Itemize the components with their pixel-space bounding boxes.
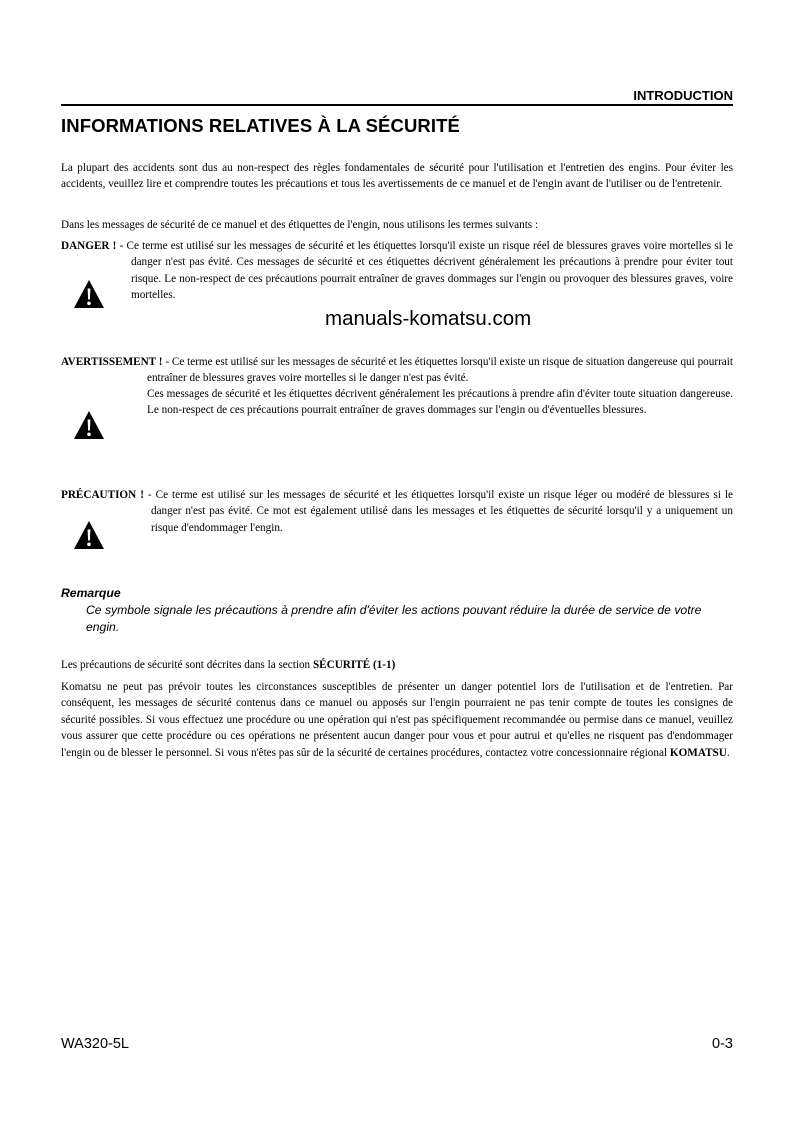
avertissement-paragraph (61, 354, 733, 387)
danger-warning-icon (72, 277, 106, 311)
safety-section-ref: SÉCURITÉ (1-1) (312, 659, 396, 671)
avertissement-term: AVERTISSEMENT ! (61, 356, 163, 368)
header-rule (61, 104, 733, 106)
terms-intro: Dans les messages de sécurité de ce manuel et des étiquettes de l'engin, nous utilisons les termes suivants : (61, 219, 539, 231)
precaution-term: PRÉCAUTION ! (61, 489, 144, 501)
intro-paragraph: La plupart des accidents sont dus au non-respect des règles fondamentales de sécurité pour l'utilisation et l'entretien des engins. Pour éviter les accidents, veuillez lire et comprendre toutes les précautions et tous les avertissements de ce manuel et de l'engin avant de l'utiliser ou de l'entretenir. (61, 162, 733, 191)
watermark: manuals-komatsu.com (325, 307, 532, 330)
section-label: INTRODUCTION (633, 88, 733, 103)
footer-model: WA320-5L (61, 1036, 129, 1052)
komatsu-text: Komatsu ne peut pas prévoir toutes les circonstances susceptibles de présenter un danger potentiel lors de l'utilisation et de l'entretien. Par conséquent, les messages de sécurité contenus dans ce manuel ou apposés sur l'engin pourraient ne pas tenir compte de toutes les consignes de sécurité possibles. Si vous effectuez une procédure ou une opération qui n'est pas spécifiquement recommandée ou permise dans ce manuel, veuillez vous assurer que cette procédure ou ces opérations ne présentent aucun danger pour vous et pour autrui et qu'elles ne risquent pas d'endommager l'engin ou de blesser le personnel. Si vous n'êtes pas sûr de la sécurité de certaines procédures, contactez votre concessionnaire régional (61, 681, 733, 759)
section-reference-text: Les précautions de sécurité sont décrites dans la section (61, 659, 313, 671)
note-text: Ce symbole signale les précautions à prendre afin d'éviter les actions pouvant réduire la durée de service de votre engin. (86, 603, 702, 634)
precaution-text: - Ce terme est utilisé sur les messages de sécurité et les étiquettes lorsqu'il existe un risque léger ou modéré de blessures si le danger n'est pas évité. Ce mot est également utilisé dans les messages et les étiquettes de sécurité lorsqu'il y a uniquement un risque d'endommager l'engin. (143, 489, 733, 534)
page-number: 0-3 (712, 1036, 733, 1052)
section-reference (61, 657, 733, 673)
danger-term: DANGER ! (61, 240, 117, 252)
danger-paragraph (61, 238, 733, 304)
komatsu-end: . (726, 746, 730, 759)
page-title: INFORMATIONS RELATIVES À LA SÉCURITÉ (61, 115, 460, 136)
precaution-paragraph (61, 487, 733, 536)
avertissement-text: - Ce terme est utilisé sur les messages de sécurité et les étiquettes lorsqu'il existe un risque de situation dangereuse qui pourrait entraîner de blessures graves voire mortelles si le danger n'est pas évité. (147, 356, 733, 385)
danger-text: - Ce terme est utilisé sur les messages de sécurité et les étiquettes lorsqu'il existe un risque réel de blessures graves voire mortelles si le danger n'est pas évité. Ces messages de sécurité et ces étiquettes décrivent généralement les précautions à prendre pour éviter tout risque. Le non-respect de ces précautions pourrait entraîner de graves dommages sur l'engin ou provoquer des blessures graves, voire mortelles. (116, 240, 733, 302)
note-title: Remarque (61, 586, 121, 600)
avertissement-warning-icon (72, 408, 106, 442)
komatsu-paragraph (61, 679, 733, 761)
precaution-warning-icon (72, 518, 106, 552)
avertissement-paragraph-2: Ces messages de sécurité et les étiquettes décrivent généralement les précautions à prendre afin d'éviter toute situation dangereuse. Le non-respect de ces précautions pourrait entraîner de graves dommages sur l'engin ou d'éventuelles blessures. (147, 388, 733, 417)
komatsu-brand: KOMATSU (669, 746, 727, 759)
